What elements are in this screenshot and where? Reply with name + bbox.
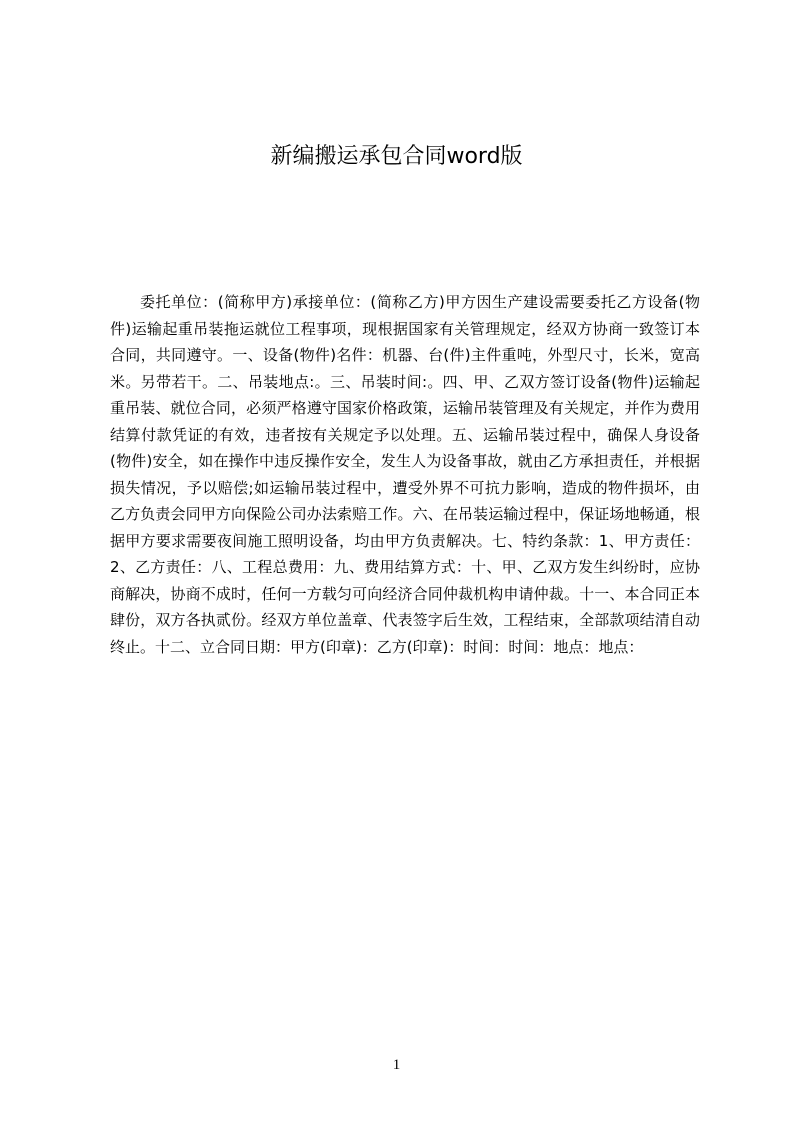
document-title: 新编搬运承包合同word版 <box>270 144 523 169</box>
contract-body-text: 委托单位：(简称甲方)承接单位：(简称乙方)甲方因生产建设需要委托乙方设备(物件)运输起重吊装拖运就位工程事项，现根据国家有关管理规定，经双方协商一致签订本合同，共同遵守。一、设备(物件)名件：机器、台(件)主件重吨，外型尺寸，长米，宽高米。另带若干。二、吊装地点:。三、吊装时间:。四、甲、乙双方签订设备(物件)运输起重吊装、就位合同，必须严格遵守国家价格政策，运输吊装管理及有关规定，并作为费用结算付款凭证的有效，违者按有关规定予以处理。五、运输吊装过程中，确保人身设备(物件)安全，如在操作中违反操作安全，发生人为设备事故，就由乙方承担责任，并根据损失情况，予以赔偿;如运输吊装过程中，遭受外界不可抗力影响，造成的物件损坏，由乙方负责会同甲方向保险公司办法索赔工作。六、在吊装运输过程中，保证场地畅通，根据甲方要求需要夜间施工照明设备，均由甲方负责解决。七、特约条款：1、甲方责任：2、乙方责任：八、工程总费用：九、费用结算方式：十、甲、乙双方发生纠纷时，应协商解决，协商不成时，任何一方载匀可向经济合同仲裁机构申请仲裁。十一、本合同正本肆份，双方各执贰份。经双方单位盖章、代表签字后生效，工程结束，全部款项结清自动终止。十二、立合同日期：甲方(印章)：乙方(印章)：时间：时间：地点：地点： <box>110 293 700 656</box>
page-number: 1 <box>392 1057 401 1073</box>
